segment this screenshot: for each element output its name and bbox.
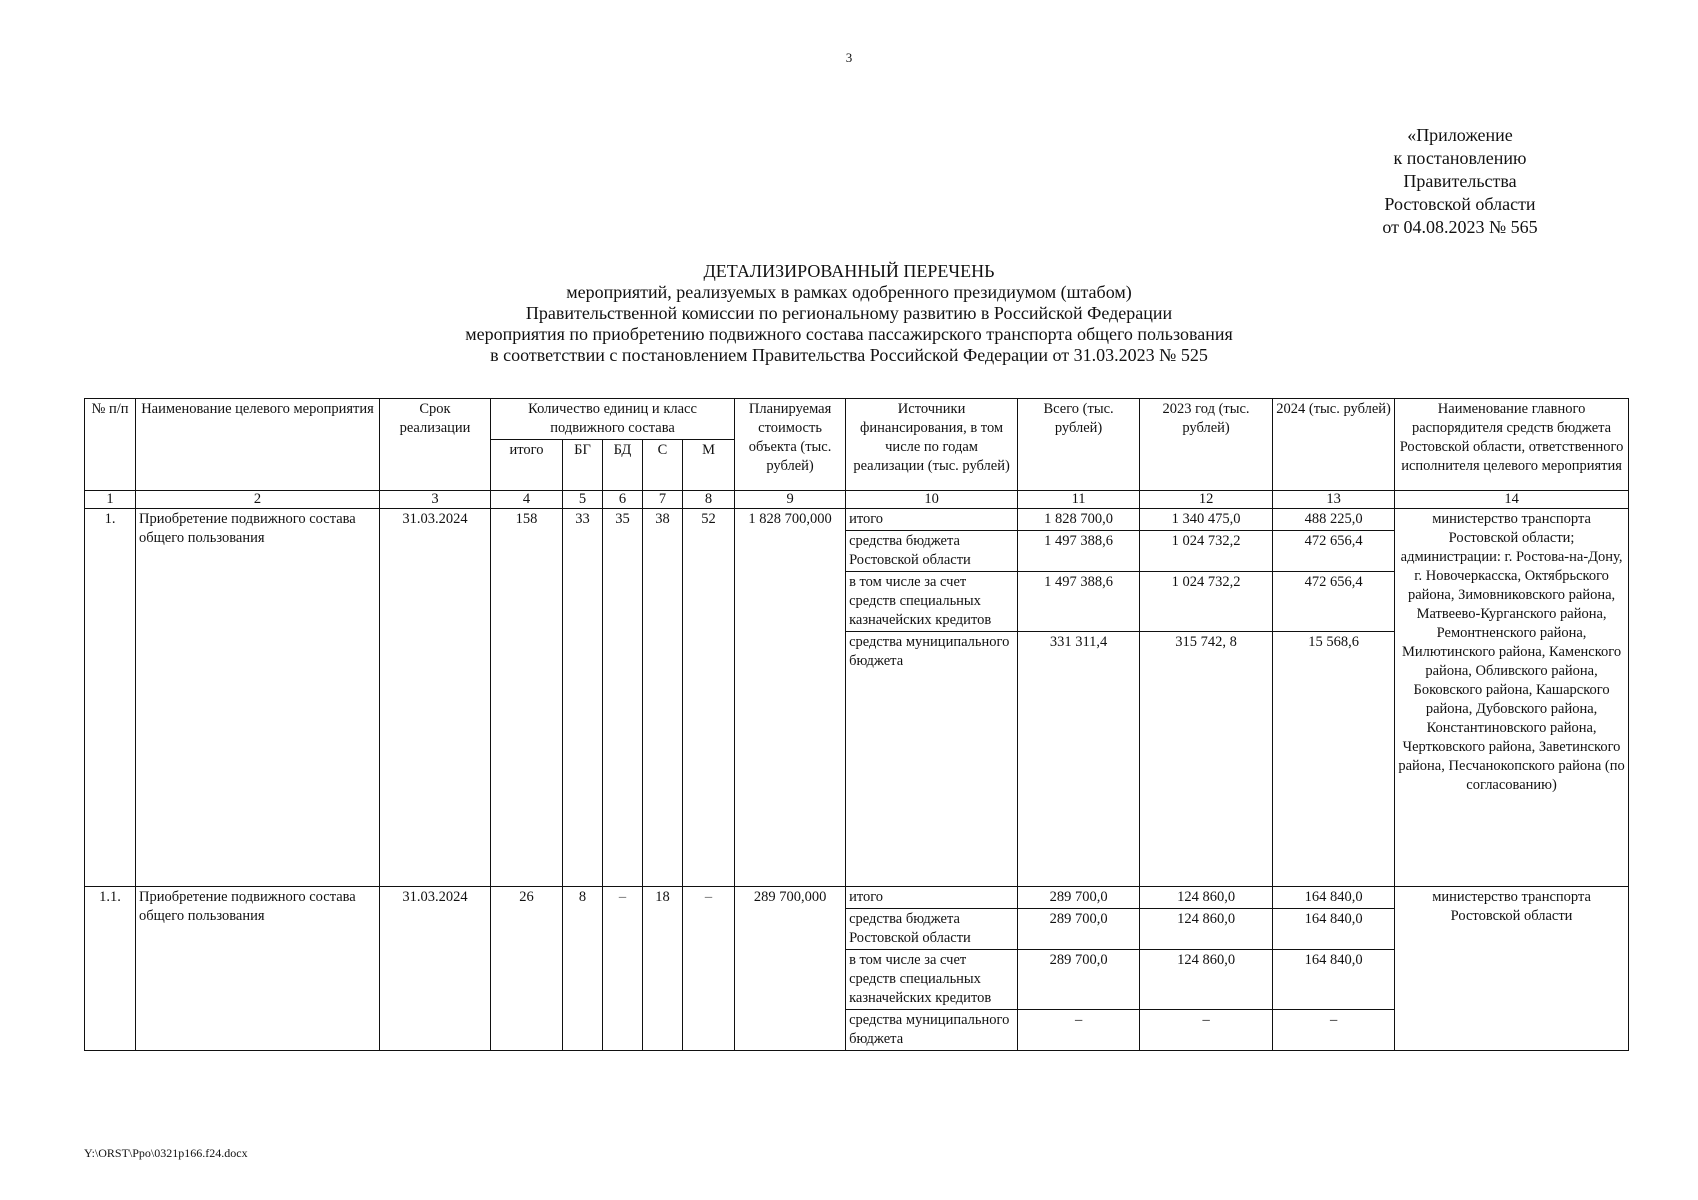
funding-2024: 15 568,6 bbox=[1273, 632, 1395, 887]
row-manager: министерство транспорта Ростовской области bbox=[1395, 887, 1629, 1051]
funding-2023: 124 860,0 bbox=[1140, 887, 1273, 909]
row-term: 31.03.2024 bbox=[380, 509, 491, 887]
row-term: 31.03.2024 bbox=[380, 887, 491, 1051]
appendix-line: Правительства bbox=[1403, 171, 1517, 191]
title-line: в соответствии с постановлением Правительства Российской Федерации от 31.03.2023 № 525 bbox=[490, 345, 1208, 365]
funding-2023: 124 860,0 bbox=[1140, 950, 1273, 1010]
appendix-line: от 04.08.2023 № 565 bbox=[1382, 217, 1538, 237]
row-s: 38 bbox=[643, 509, 683, 887]
col-number: 8 bbox=[683, 491, 735, 509]
col-number: 11 bbox=[1018, 491, 1140, 509]
row-cost: 289 700,000 bbox=[735, 887, 846, 1051]
row-m: – bbox=[683, 887, 735, 1051]
table-row bbox=[85, 887, 1629, 909]
funding-total: 1 497 388,6 bbox=[1018, 531, 1140, 572]
funding-2023: 315 742, 8 bbox=[1140, 632, 1273, 887]
col-number: 3 bbox=[380, 491, 491, 509]
funding-2024: 472 656,4 bbox=[1273, 572, 1395, 632]
file-path-footer: Y:\ORST\Ppo\0321p166.f24.docx bbox=[84, 1146, 248, 1160]
row-num: 1.1. bbox=[85, 887, 136, 1051]
funding-source: в том числе за счет средств специальных казначейских кредитов bbox=[846, 950, 1018, 1010]
row-name: Приобретение подвижного состава общего пользования bbox=[136, 509, 380, 887]
funding-source: итого bbox=[846, 887, 1018, 909]
row-name: Приобретение подвижного состава общего пользования bbox=[136, 887, 380, 1051]
funding-2024: 488 225,0 bbox=[1273, 509, 1395, 531]
row-num: 1. bbox=[85, 509, 136, 887]
funding-total: 1 828 700,0 bbox=[1018, 509, 1140, 531]
document-title bbox=[0, 261, 1698, 366]
funding-source: средства бюджета Ростовской области bbox=[846, 909, 1018, 950]
header-num: № п/п bbox=[85, 399, 136, 491]
funding-source: средства муниципального бюджета bbox=[846, 1010, 1018, 1051]
row-bg: 33 bbox=[563, 509, 603, 887]
title-line: Правительственной комиссии по региональному развитию в Российской Федерации bbox=[525, 303, 1173, 323]
row-bg: 8 bbox=[563, 887, 603, 1051]
table-row bbox=[85, 509, 1629, 531]
col-number: 10 bbox=[846, 491, 1018, 509]
header-m: М bbox=[683, 440, 735, 491]
row-bd: – bbox=[603, 887, 643, 1051]
title-line: мероприятий, реализуемых в рамках одобренного президиумом (штабом) bbox=[566, 282, 1132, 302]
funding-2023: 1 340 475,0 bbox=[1140, 509, 1273, 531]
appendix-line: к постановлению bbox=[1393, 148, 1527, 168]
funding-source: средства бюджета Ростовской области bbox=[846, 531, 1018, 572]
row-bd: 35 bbox=[603, 509, 643, 887]
header-manager: Наименование главного распорядителя средств бюджета Ростовской области, ответственного исполнителя целевого мероприятия bbox=[1395, 399, 1629, 491]
header-qty-total: итого bbox=[491, 440, 563, 491]
appendix-line: Ростовской области bbox=[1384, 194, 1536, 214]
header-bd: БД bbox=[603, 440, 643, 491]
header-row bbox=[85, 399, 1629, 440]
funding-total: – bbox=[1018, 1010, 1140, 1051]
col-number: 5 bbox=[563, 491, 603, 509]
col-number: 7 bbox=[643, 491, 683, 509]
header-2023: 2023 год (тыс. рублей) bbox=[1140, 399, 1273, 491]
funding-total: 289 700,0 bbox=[1018, 950, 1140, 1010]
col-number: 1 bbox=[85, 491, 136, 509]
col-number: 12 bbox=[1140, 491, 1273, 509]
header-total: Всего (тыс. рублей) bbox=[1018, 399, 1140, 491]
col-number: 13 bbox=[1273, 491, 1395, 509]
col-number: 14 bbox=[1395, 491, 1629, 509]
funding-source: итого bbox=[846, 509, 1018, 531]
funding-2024: 164 840,0 bbox=[1273, 950, 1395, 1010]
row-cost: 1 828 700,000 bbox=[735, 509, 846, 887]
funding-2023: – bbox=[1140, 1010, 1273, 1051]
col-number: 2 bbox=[136, 491, 380, 509]
funding-2024: 472 656,4 bbox=[1273, 531, 1395, 572]
measures-table bbox=[84, 398, 1629, 1051]
funding-2023: 1 024 732,2 bbox=[1140, 572, 1273, 632]
header-bg: БГ bbox=[563, 440, 603, 491]
funding-2024: 164 840,0 bbox=[1273, 909, 1395, 950]
funding-2024: – bbox=[1273, 1010, 1395, 1051]
funding-total: 331 311,4 bbox=[1018, 632, 1140, 887]
header-sources: Источники финансирования, в том числе по годам реализации (тыс. рублей) bbox=[846, 399, 1018, 491]
header-name: Наименование целевого мероприятия bbox=[136, 399, 380, 491]
col-number: 4 bbox=[491, 491, 563, 509]
title-line: мероприятия по приобретению подвижного состава пассажирского транспорта общего пользования bbox=[465, 324, 1233, 344]
funding-2023: 124 860,0 bbox=[1140, 909, 1273, 950]
column-number-row bbox=[85, 491, 1629, 509]
funding-source: в том числе за счет средств специальных казначейских кредитов bbox=[846, 572, 1018, 632]
row-m: 52 bbox=[683, 509, 735, 887]
row-qty-total: 26 bbox=[491, 887, 563, 1051]
funding-2024: 164 840,0 bbox=[1273, 887, 1395, 909]
page-number: 3 bbox=[845, 50, 853, 65]
title-line: ДЕТАЛИЗИРОВАННЫЙ ПЕРЕЧЕНЬ bbox=[703, 261, 995, 281]
funding-total: 1 497 388,6 bbox=[1018, 572, 1140, 632]
header-cost: Планируемая стоимость объекта (тыс. рублей) bbox=[735, 399, 846, 491]
col-number: 9 bbox=[735, 491, 846, 509]
header-qty: Количество единиц и класс подвижного состава bbox=[491, 399, 735, 440]
row-qty-total: 158 bbox=[491, 509, 563, 887]
appendix-line: «Приложение bbox=[1407, 125, 1513, 145]
funding-source: средства муниципального бюджета bbox=[846, 632, 1018, 887]
funding-total: 289 700,0 bbox=[1018, 909, 1140, 950]
row-s: 18 bbox=[643, 887, 683, 1051]
funding-total: 289 700,0 bbox=[1018, 887, 1140, 909]
funding-2023: 1 024 732,2 bbox=[1140, 531, 1273, 572]
appendix-block bbox=[1340, 124, 1580, 239]
col-number: 6 bbox=[603, 491, 643, 509]
header-2024: 2024 (тыс. рублей) bbox=[1273, 399, 1395, 491]
row-manager: министерство транспорта Ростовской области; администрации: г. Ростова-на-Дону, г. Новочеркасска, Октябрьского района, Зимовниковского района, Матвеево-Курганского района, Ремонтненского района, Милютинского района, Каменского района, Обливского района, Боковского района, Кашарского района, Дубовского района, Константиновского района, Чертковского района, Заветинского района, Песчанокопского района (по согласованию) bbox=[1395, 509, 1629, 887]
header-s: С bbox=[643, 440, 683, 491]
header-term: Срок реализации bbox=[380, 399, 491, 491]
